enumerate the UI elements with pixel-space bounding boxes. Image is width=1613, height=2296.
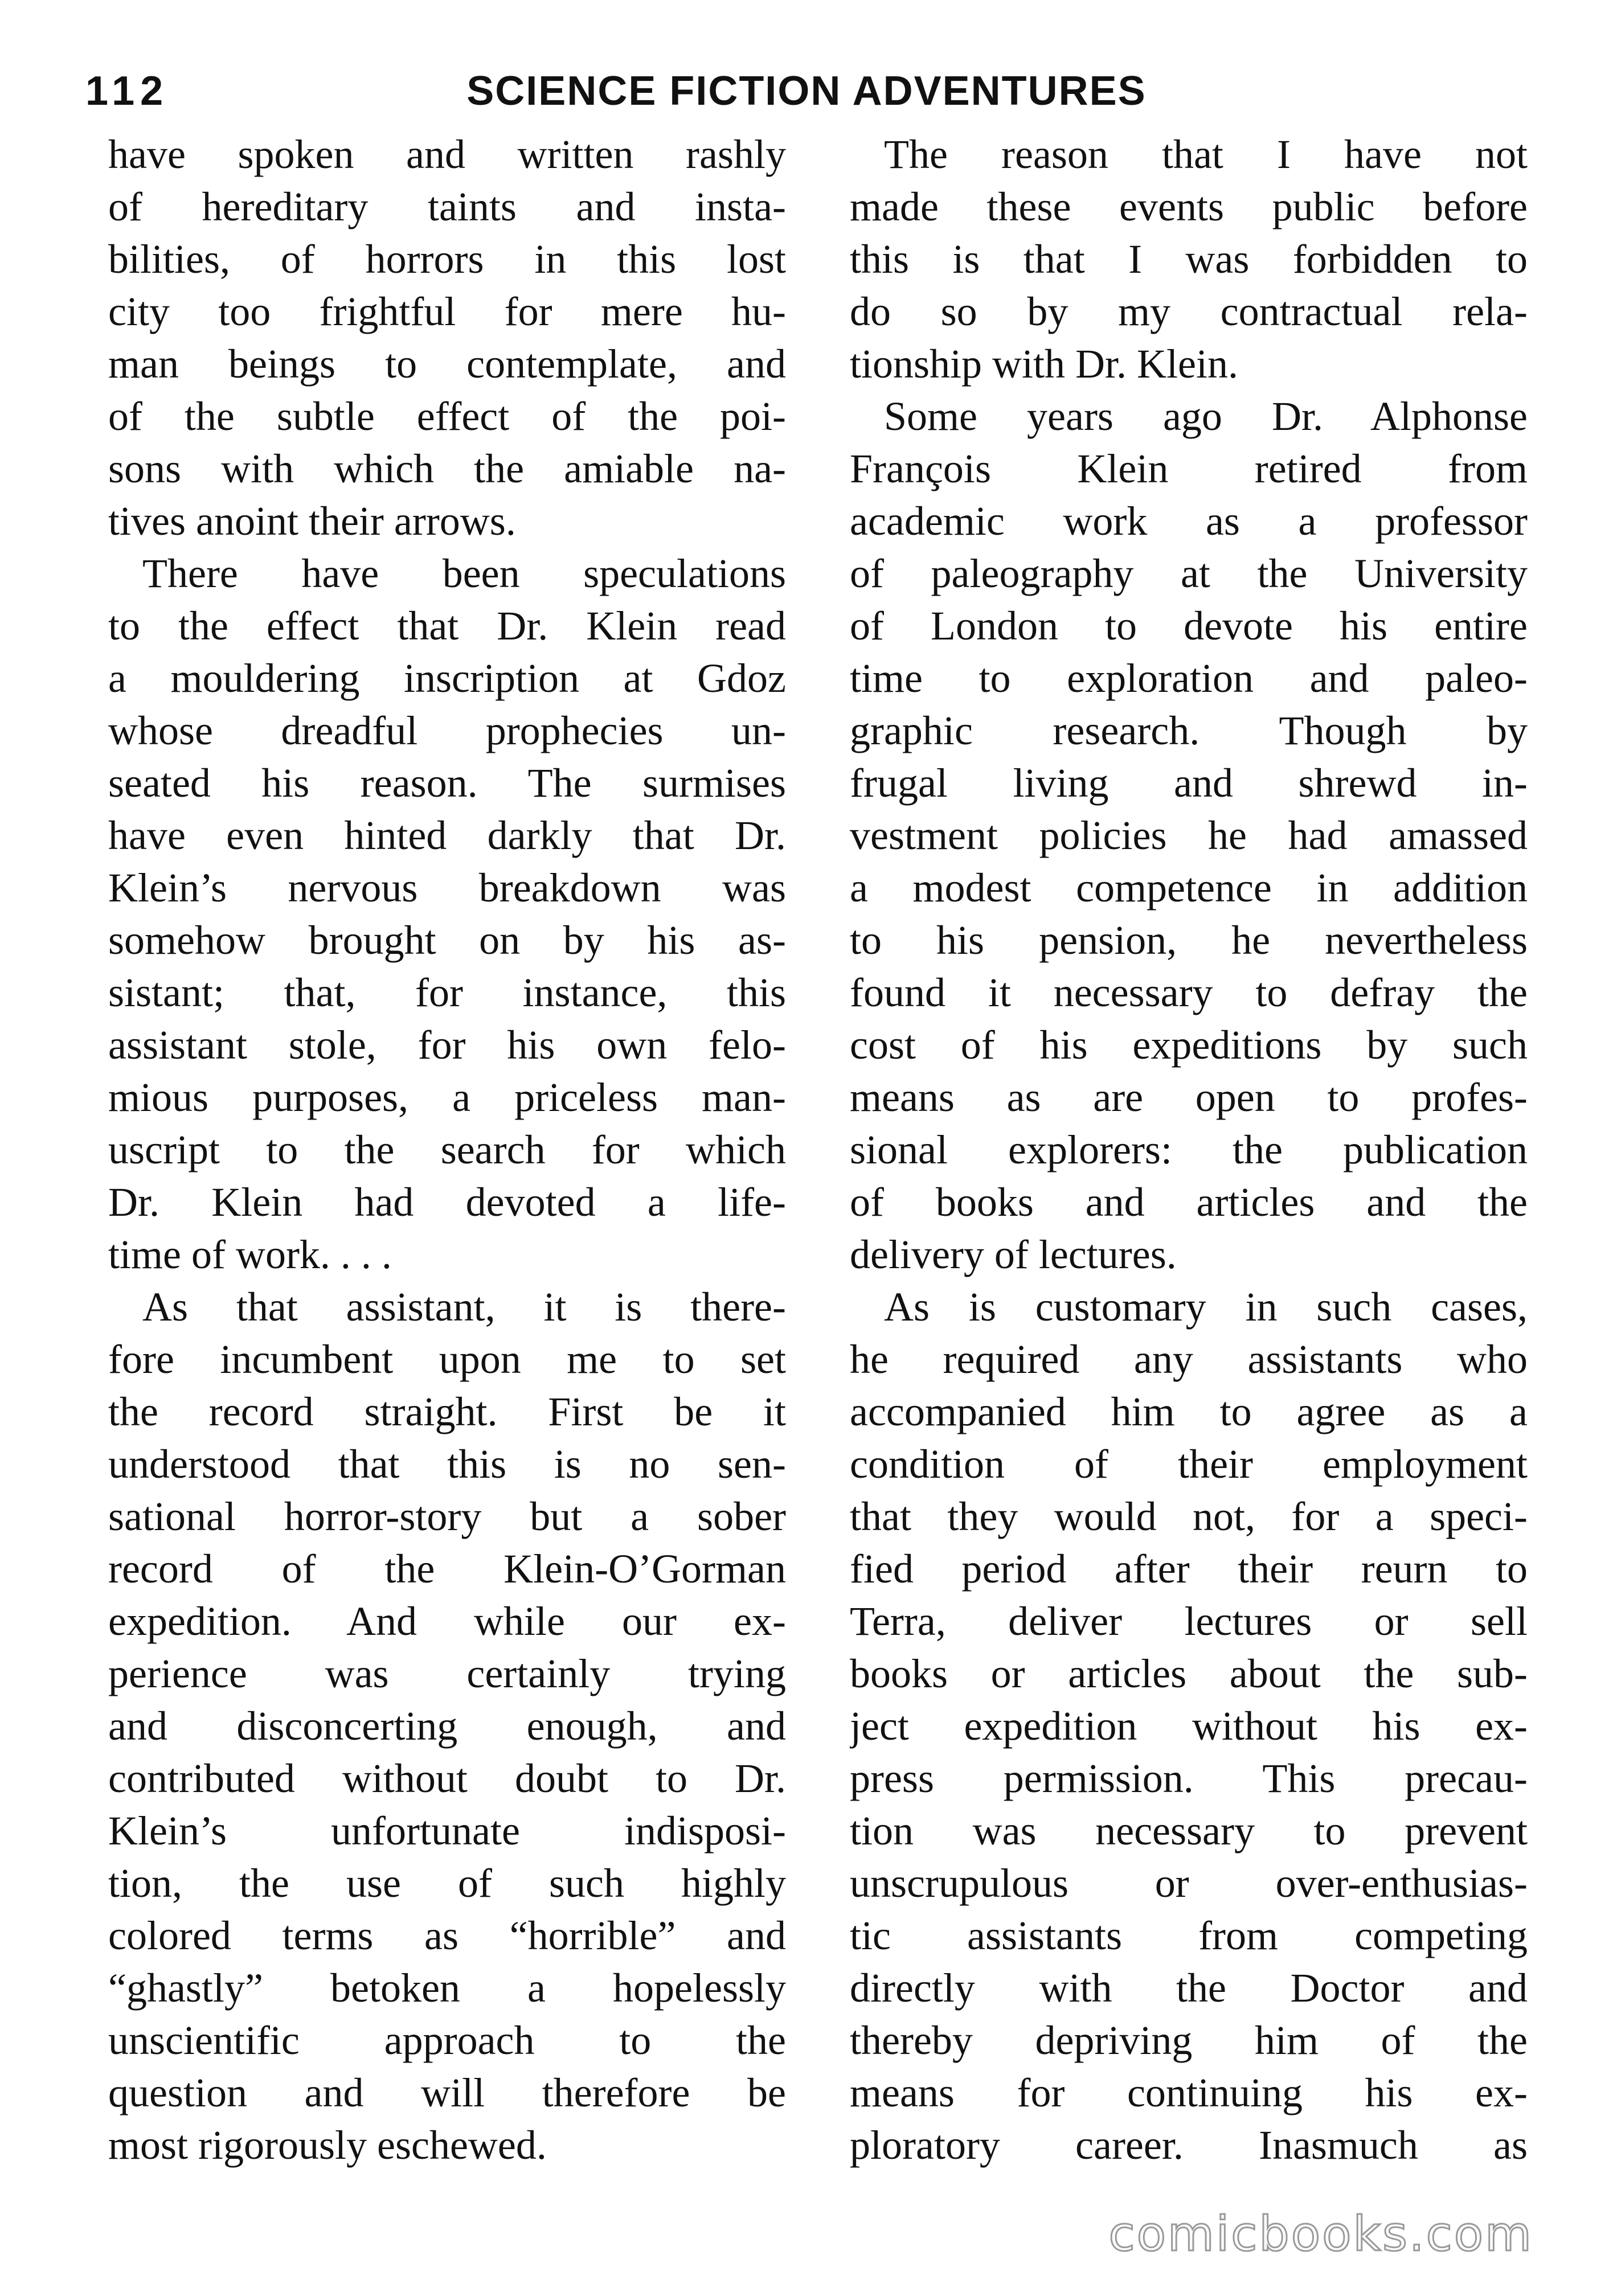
text-line: bilities, of horrors in this lost: [108, 236, 786, 282]
text-line: of paleography at the University: [850, 551, 1528, 596]
text-line: sational horror-story but a sober: [108, 1494, 786, 1539]
text-line: tives anoint their arrows.: [108, 498, 516, 544]
text-line: directly with the Doctor and: [850, 1965, 1528, 2011]
text-line: tion, the use of such highly: [108, 1860, 786, 1906]
text-line: mious purposes, a priceless man-: [108, 1075, 786, 1120]
text-line: press permission. This precau-: [850, 1756, 1528, 1801]
text-line: expedition. And while our ex-: [108, 1598, 786, 1644]
right-column: [850, 128, 1528, 2171]
text-line: fied period after their reurn to: [850, 1546, 1528, 1592]
text-line: somehow brought on by his as-: [108, 917, 786, 963]
text-line: have spoken and written rashly: [108, 132, 786, 177]
text-line: vestment policies he had amassed: [850, 813, 1528, 858]
page-header: [0, 57, 1613, 125]
text-line: city too frightful for mere hu-: [108, 289, 786, 334]
text-line: perience was certainly trying: [108, 1651, 786, 1696]
text-line: fore incumbent upon me to set: [108, 1336, 786, 1382]
text-line: The reason that I have not: [884, 132, 1528, 177]
text-line: Klein’s unfortunate indisposi-: [108, 1808, 786, 1854]
text-line: a mouldering inscription at Gdoz: [108, 655, 786, 701]
text-line: the record straight. First be it: [108, 1389, 786, 1434]
text-line: time of work. . . .: [108, 1232, 392, 1277]
text-line: Klein’s nervous breakdown was: [108, 865, 786, 911]
text-line: François Klein retired from: [850, 446, 1528, 491]
text-line: colored terms as “horrible” and: [108, 1913, 786, 1958]
text-line: cost of his expeditions by such: [850, 1022, 1528, 1068]
text-line: assistant stole, for his own felo-: [108, 1022, 786, 1068]
text-line: tic assistants from competing: [850, 1913, 1528, 1958]
text-line: that they would not, for a speci-: [850, 1494, 1528, 1539]
text-line: question and will therefore be: [108, 2070, 786, 2115]
text-line: books or articles about the sub-: [850, 1651, 1528, 1696]
text-line: man beings to contemplate, and: [108, 341, 786, 387]
text-line: “ghastly” betoken a hopelessly: [108, 1965, 786, 2011]
text-line: ploratory career. Inasmuch as: [850, 2122, 1528, 2168]
text-line: means for continuing his ex-: [850, 2070, 1528, 2115]
text-line: As that assistant, it is there-: [142, 1284, 786, 1330]
watermark: comicbooks.com: [1108, 2206, 1533, 2262]
text-line: sistant; that, for instance, this: [108, 970, 786, 1015]
page-number: 112: [85, 68, 169, 114]
text-line: academic work as a professor: [850, 498, 1528, 544]
text-line: of the subtle effect of the poi-: [108, 393, 786, 439]
text-line: delivery of lectures.: [850, 1232, 1177, 1277]
left-column: [108, 128, 786, 2171]
text-line: he required any assistants who: [850, 1336, 1528, 1382]
text-line: Terra, deliver lectures or sell: [850, 1598, 1528, 1644]
text-line: contributed without doubt to Dr.: [108, 1756, 786, 1801]
text-line: understood that this is no sen-: [108, 1441, 786, 1487]
text-line: to his pension, he nevertheless: [850, 917, 1528, 963]
text-line: to the effect that Dr. Klein read: [108, 603, 786, 649]
text-line: There have been speculations: [142, 551, 786, 596]
text-line: tion was necessary to prevent: [850, 1808, 1528, 1854]
text-line: of hereditary taints and insta-: [108, 184, 786, 229]
text-line: unscientific approach to the: [108, 2018, 786, 2063]
text-line: thereby depriving him of the: [850, 2018, 1528, 2063]
text-line: time to exploration and paleo-: [850, 655, 1528, 701]
text-line: do so by my contractual rela-: [850, 289, 1528, 334]
text-line: uscript to the search for which: [108, 1127, 786, 1172]
text-line: sional explorers: the publication: [850, 1127, 1528, 1172]
text-line: tionship with Dr. Klein.: [850, 341, 1238, 387]
text-line: frugal living and shrewd in-: [850, 760, 1528, 806]
text-line: most rigorously eschewed.: [108, 2122, 547, 2168]
text-line: seated his reason. The surmises: [108, 760, 786, 806]
text-line: sons with which the amiable na-: [108, 446, 786, 491]
text-line: made these events public before: [850, 184, 1528, 229]
text-line: ject expedition without his ex-: [850, 1703, 1528, 1749]
text-line: graphic research. Though by: [850, 708, 1528, 753]
text-line: of London to devote his entire: [850, 603, 1528, 649]
text-line: of books and articles and the: [850, 1179, 1528, 1225]
text-line: found it necessary to defray the: [850, 970, 1528, 1015]
text-line: Dr. Klein had devoted a life-: [108, 1179, 786, 1225]
text-line: Some years ago Dr. Alphonse: [884, 393, 1528, 439]
text-line: this is that I was forbidden to: [850, 236, 1528, 282]
text-line: means as are open to profes-: [850, 1075, 1528, 1120]
text-line: condition of their employment: [850, 1441, 1528, 1487]
text-line: have even hinted darkly that Dr.: [108, 813, 786, 858]
text-line: record of the Klein-O’Gorman: [108, 1546, 786, 1592]
text-line: whose dreadful prophecies un-: [108, 708, 786, 753]
text-line: and disconcerting enough, and: [108, 1703, 786, 1749]
text-line: a modest competence in addition: [850, 865, 1528, 911]
running-title: SCIENCE FICTION ADVENTURES: [466, 68, 1147, 114]
text-line: As is customary in such cases,: [884, 1284, 1528, 1330]
text-line: accompanied him to agree as a: [850, 1389, 1528, 1434]
text-line: unscrupulous or over-enthusias-: [850, 1860, 1528, 1906]
